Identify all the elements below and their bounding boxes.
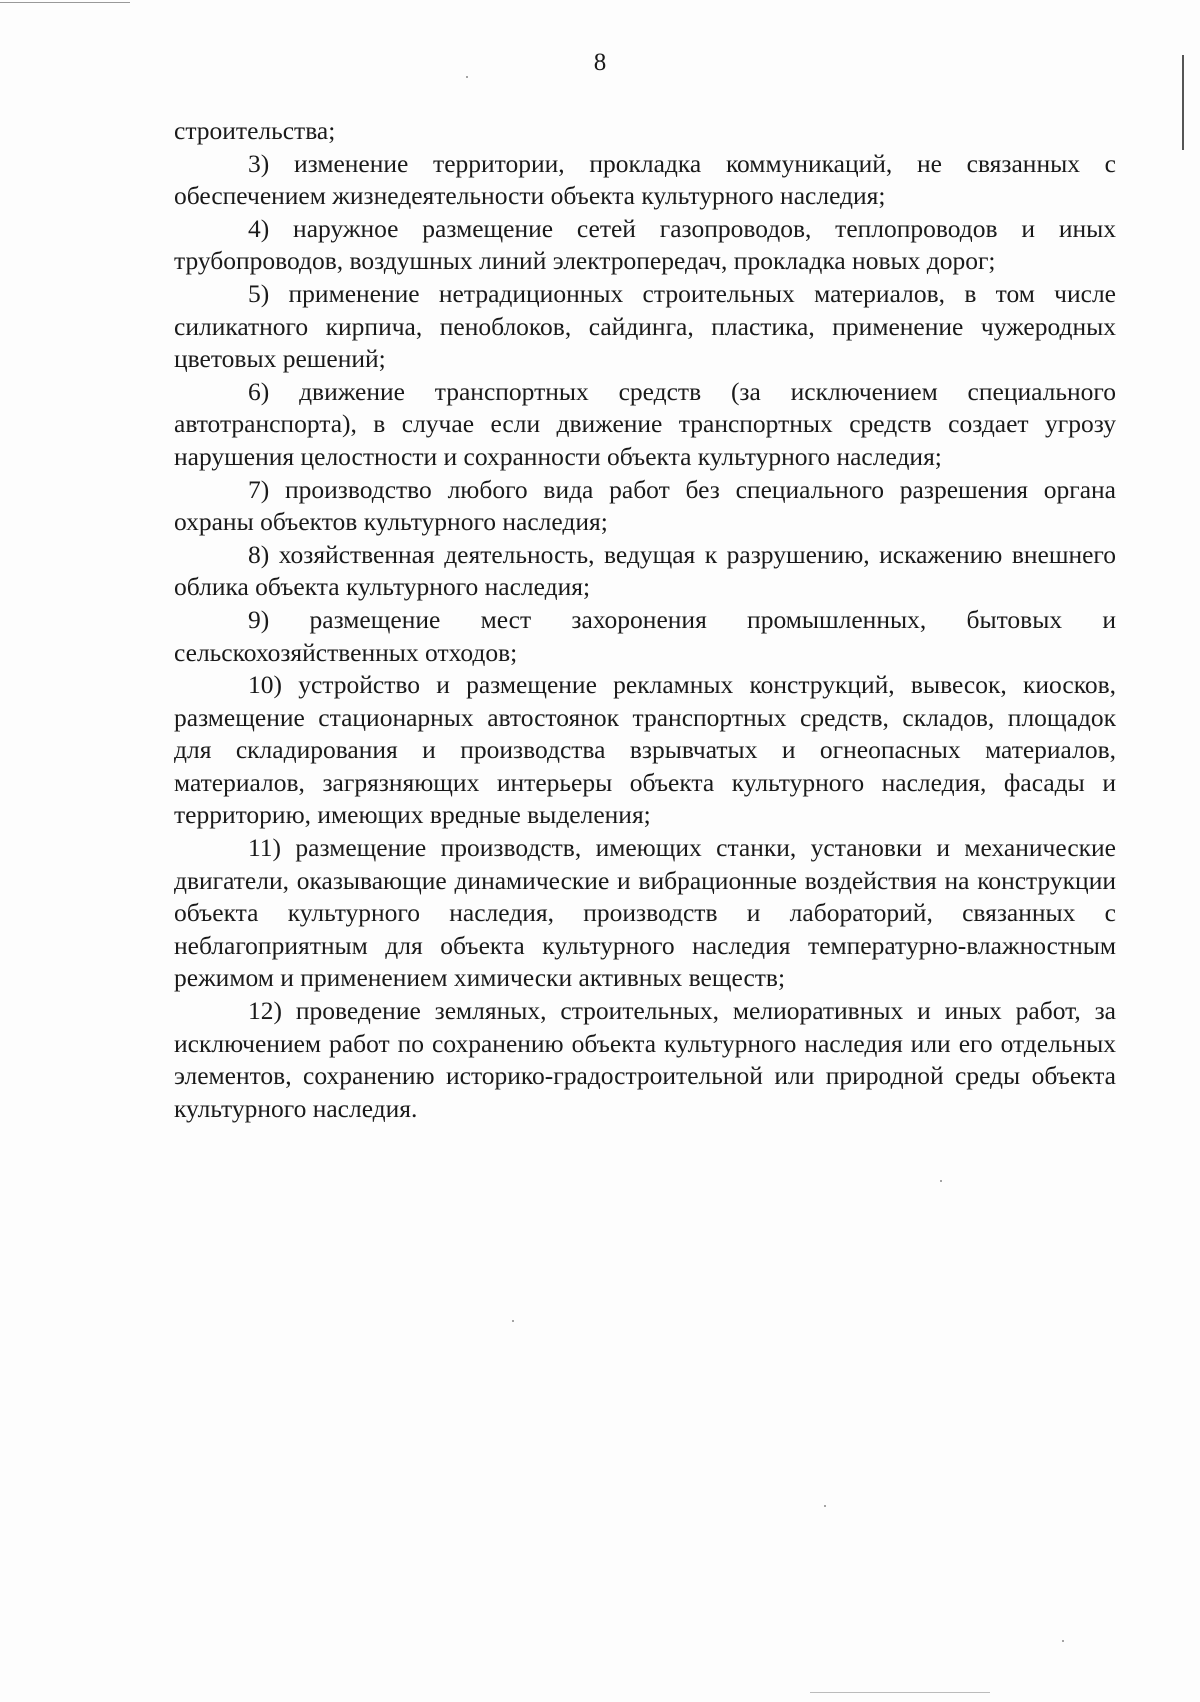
paragraph: 5) применение нетрадиционных строительных материалов, в том числе силикатного кирпича, пеноблоков, сайдинга, пластика, применение чужеродных цветовых решений; — [174, 278, 1116, 374]
paragraph: 7) производство любого вида работ без специального разрешения органа охраны объектов культурного наследия; — [174, 474, 1116, 537]
scan-speck — [466, 76, 468, 78]
scan-speck — [1062, 1640, 1064, 1642]
scan-artifact-line — [810, 1692, 990, 1693]
paragraph: 8) хозяйственная деятельность, ведущая к разрушению, искажению внешнего облика объекта культурного наследия; — [174, 539, 1116, 602]
document-body — [174, 115, 1116, 1125]
paragraph: 6) движение транспортных средств (за исключением специального автотранспорта), в случае если движение транспортных средств создает угрозу нарушения целостности и сохранности объекта культурного наследия; — [174, 376, 1116, 471]
scan-artifact-line — [0, 2, 130, 3]
paragraph: 9) размещение мест захоронения промышленных, бытовых и сельскохозяйственных отходов; — [174, 604, 1116, 667]
paragraph: 3) изменение территории, прокладка коммуникаций, не связанных с обеспечением жизнедеятельности объекта культурного наследия; — [174, 148, 1116, 211]
paragraph: 4) наружное размещение сетей газопроводов, теплопроводов и иных трубопроводов, воздушных линий электропередач, прокладка новых дорог; — [174, 213, 1116, 276]
scan-speck — [512, 1320, 514, 1322]
paragraph: строительства; — [174, 116, 336, 145]
paragraph: 11) размещение производств, имеющих станки, установки и механические двигатели, оказывающие динамические и вибрационные воздействия на конструкции объекта культурного наследия, производств и лабораторий, связанных с неблагоприятным для объекта культурного наследия температурно-влажностным режимом и применением химически активных веществ; — [174, 833, 1116, 993]
paragraph: 12) проведение земляных, строительных, мелиоративных и иных работ, за исключением работ по сохранению объекта культурного наследия или его отдельных элементов, сохранению историко-градостроительной или природной среды объекта культурного наследия. — [174, 996, 1116, 1123]
scan-speck — [824, 1505, 826, 1507]
page-number: 8 — [593, 49, 607, 76]
scan-speck — [940, 1180, 942, 1182]
paragraph: 10) устройство и размещение рекламных конструкций, вывесок, киосков, размещение стационарных автостоянок транспортных средств, складов, площадок для складирования и производства взрывчатых и огнеопасных материалов, материалов, загрязняющих интерьеры объекта культурного наследия, фасады и территорию, имеющих вредные выделения; — [174, 670, 1116, 830]
